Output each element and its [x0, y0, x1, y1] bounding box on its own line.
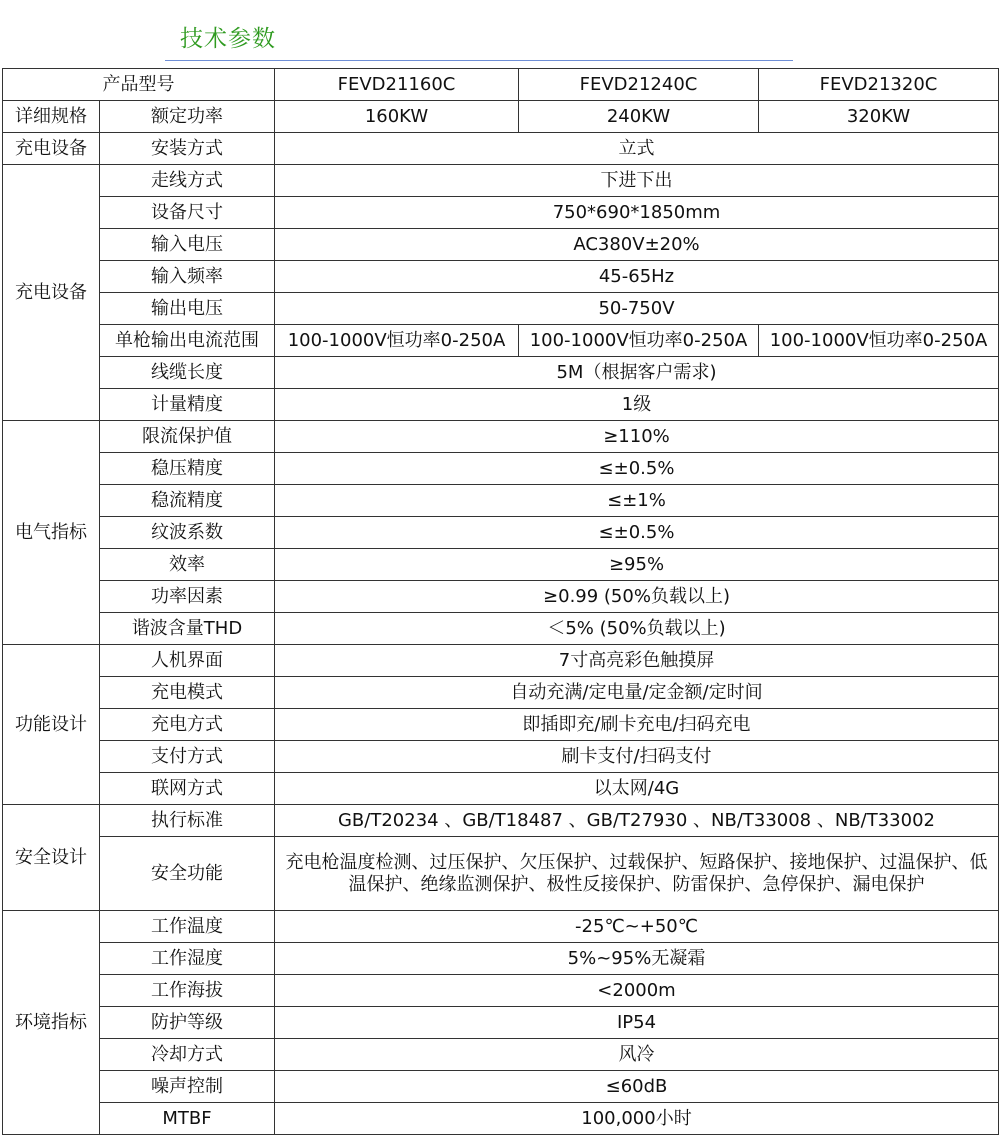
- row-label: 工作湿度: [100, 943, 275, 975]
- row-label: 输出电压: [100, 293, 275, 325]
- row-value: ≤±1%: [275, 485, 999, 517]
- row-value: 750*690*1850mm: [275, 197, 999, 229]
- row-value: 立式: [275, 133, 999, 165]
- table-row-header: [3, 69, 999, 101]
- row-value: 风冷: [275, 1039, 999, 1071]
- table-row: [3, 677, 999, 709]
- row-label: 防护等级: [100, 1007, 275, 1039]
- row-label: 执行标准: [100, 805, 275, 837]
- title-underline: [165, 60, 793, 61]
- row-label: 充电方式: [100, 709, 275, 741]
- row-value: 以太网/4G: [275, 773, 999, 805]
- row-value: 5%~95%无凝霜: [275, 943, 999, 975]
- table-row: [3, 389, 999, 421]
- table-row: [3, 197, 999, 229]
- row-label: 充电模式: [100, 677, 275, 709]
- row-value: AC380V±20%: [275, 229, 999, 261]
- model-2: FEVD21240C: [519, 69, 759, 101]
- row-label: 功率因素: [100, 581, 275, 613]
- category-cell: 充电设备: [3, 165, 100, 421]
- row-label: 线缆长度: [100, 357, 275, 389]
- table-row: [3, 293, 999, 325]
- row-value: ≥95%: [275, 549, 999, 581]
- table-row: [3, 773, 999, 805]
- row-value: 5M（根据客户需求): [275, 357, 999, 389]
- table-row: [3, 805, 999, 837]
- row-label: 支付方式: [100, 741, 275, 773]
- category-charging-equipment: 充电设备: [3, 133, 100, 165]
- row-label: 人机界面: [100, 645, 275, 677]
- category-cell: 电气指标: [3, 421, 100, 645]
- row-label: 输入电压: [100, 229, 275, 261]
- row-label: 设备尺寸: [100, 197, 275, 229]
- row-value: IP54: [275, 1007, 999, 1039]
- table-row: [3, 1103, 999, 1135]
- row-value: ≤60dB: [275, 1071, 999, 1103]
- row-value: 50-750V: [275, 293, 999, 325]
- row-value: ≥110%: [275, 421, 999, 453]
- row-value: 100,000小时: [275, 1103, 999, 1135]
- table-row: [3, 453, 999, 485]
- page-title: 技术参数: [180, 26, 276, 52]
- row-label: 噪声控制: [100, 1071, 275, 1103]
- table-row: [3, 975, 999, 1007]
- row-value: 1级: [275, 389, 999, 421]
- category-detail-spec: 详细规格: [3, 101, 100, 133]
- table-row: [3, 357, 999, 389]
- table-row: [3, 943, 999, 975]
- row-label: 输入频率: [100, 261, 275, 293]
- table-row-install: [3, 133, 999, 165]
- row-value: 自动充满/定电量/定金额/定时间: [275, 677, 999, 709]
- table-row: [3, 911, 999, 943]
- row-value: ≥0.99 (50%负载以上): [275, 581, 999, 613]
- row-value: GB/T20234 、GB/T18487 、GB/T27930 、NB/T33008 、NB/T33002: [275, 805, 999, 837]
- product-model-label: 产品型号: [3, 69, 275, 101]
- table-row: [3, 709, 999, 741]
- row-label: MTBF: [100, 1103, 275, 1135]
- table-row: [3, 741, 999, 773]
- table-row: [3, 1071, 999, 1103]
- table-row: [3, 517, 999, 549]
- row-label: 单枪输出电流范围: [100, 325, 275, 357]
- row-label: 冷却方式: [100, 1039, 275, 1071]
- row-label: 走线方式: [100, 165, 275, 197]
- table-row: [3, 645, 999, 677]
- row-value: ≤±0.5%: [275, 517, 999, 549]
- spec-table: [2, 68, 999, 1135]
- row-label: 安装方式: [100, 133, 275, 165]
- row-label: 计量精度: [100, 389, 275, 421]
- spec-table-body: [3, 69, 999, 1135]
- rated-power-3: 320KW: [759, 101, 999, 133]
- row-label: 纹波系数: [100, 517, 275, 549]
- table-row: [3, 581, 999, 613]
- table-row: [3, 261, 999, 293]
- row-label: 稳压精度: [100, 453, 275, 485]
- row-label: 效率: [100, 549, 275, 581]
- row-value: ≤±0.5%: [275, 453, 999, 485]
- table-row: [3, 421, 999, 453]
- category-cell: 功能设计: [3, 645, 100, 805]
- row-value: 7寸高亮彩色触摸屏: [275, 645, 999, 677]
- row-value: ＜5% (50%负载以上): [275, 613, 999, 645]
- row-label: 工作温度: [100, 911, 275, 943]
- row-label: 谐波含量THD: [100, 613, 275, 645]
- table-row: [3, 1007, 999, 1039]
- model-1: FEVD21160C: [275, 69, 519, 101]
- row-label: 稳流精度: [100, 485, 275, 517]
- row-label: 工作海拔: [100, 975, 275, 1007]
- rated-power-2: 240KW: [519, 101, 759, 133]
- category-cell: 环境指标: [3, 911, 100, 1135]
- row-value: 100-1000V恒功率0-250A: [519, 325, 759, 357]
- row-label: 额定功率: [100, 101, 275, 133]
- table-row: [3, 485, 999, 517]
- table-row: [3, 325, 999, 357]
- table-row: [3, 837, 999, 911]
- table-row: [3, 165, 999, 197]
- row-label: 安全功能: [100, 837, 275, 911]
- row-value: 刷卡支付/扫码支付: [275, 741, 999, 773]
- row-value: 充电枪温度检测、过压保护、欠压保护、过载保护、短路保护、接地保护、过温保护、低温保护、绝缘监测保护、极性反接保护、防雷保护、急停保护、漏电保护: [275, 837, 999, 911]
- row-value: -25℃~+50℃: [275, 911, 999, 943]
- row-value: <2000m: [275, 975, 999, 1007]
- row-value: 即插即充/刷卡充电/扫码充电: [275, 709, 999, 741]
- model-3: FEVD21320C: [759, 69, 999, 101]
- row-label: 联网方式: [100, 773, 275, 805]
- table-row: [3, 549, 999, 581]
- table-row-rated-power: [3, 101, 999, 133]
- row-value: 100-1000V恒功率0-250A: [759, 325, 999, 357]
- table-row: [3, 1039, 999, 1071]
- rated-power-1: 160KW: [275, 101, 519, 133]
- row-label: 限流保护值: [100, 421, 275, 453]
- table-row: [3, 229, 999, 261]
- category-cell: 安全设计: [3, 805, 100, 911]
- table-row: [3, 613, 999, 645]
- row-value: 下进下出: [275, 165, 999, 197]
- row-value: 45-65Hz: [275, 261, 999, 293]
- row-value: 100-1000V恒功率0-250A: [275, 325, 519, 357]
